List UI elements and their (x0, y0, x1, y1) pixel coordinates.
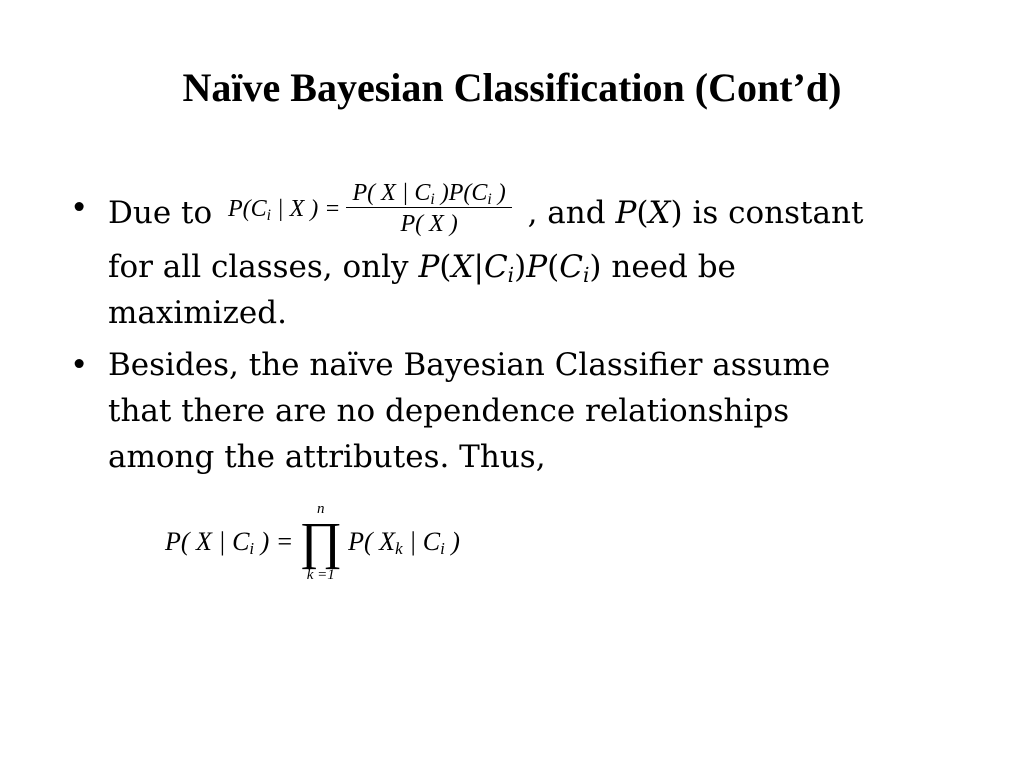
bullet-marker: • (70, 190, 89, 226)
formula-lhs: $P(C_i$ | X ) = (228, 195, 341, 224)
bullet-line: for all classes, only $P(X|C_i)P(C_i)$ need be (108, 249, 736, 288)
product-operator (299, 500, 342, 584)
bayes-formula (228, 179, 512, 238)
bullet-item-besides (70, 342, 990, 480)
bullet-marker: • (70, 347, 89, 383)
formula-fraction (346, 179, 511, 238)
prefix-text: Due to (108, 195, 213, 231)
bullet-line: maximized. (108, 295, 287, 331)
text-constant: is constant (682, 195, 864, 231)
bullet-line: Due to $P(C_i$ | X ) = $\frac{P( X | C_i )P(C_i )}{P( X )}$ , and P(X) is constant (108, 180, 864, 237)
bullet-list (70, 180, 990, 486)
bullet-text (108, 342, 990, 480)
product-lower-limit: k =1 (306, 567, 335, 583)
product-rhs: P( $X_k$ | $C_i$ ) (348, 527, 460, 559)
bullet-item-due-to (70, 180, 990, 336)
formula-denominator: P( X ) (346, 207, 511, 238)
product-formula (165, 500, 460, 584)
bullet-line: Besides, the naïve Bayesian Classifier assume (108, 347, 831, 383)
bullet-line: that there are no dependence relationships (108, 393, 790, 429)
text-and: , and (527, 195, 616, 231)
formula-numerator: P( X | $C_i$ )$P(C_i$ ) (352, 180, 506, 208)
bullet-text (108, 180, 990, 336)
bullet-line: among the attributes. Thus, (108, 439, 546, 475)
product-upper-limit: n (316, 501, 325, 517)
slide-title: Naïve Bayesian Classification (Cont’d) (182, 65, 842, 110)
product-lhs: P( X | $C_i$ ) = (165, 527, 294, 559)
product-symbol: ∏ (299, 513, 343, 570)
